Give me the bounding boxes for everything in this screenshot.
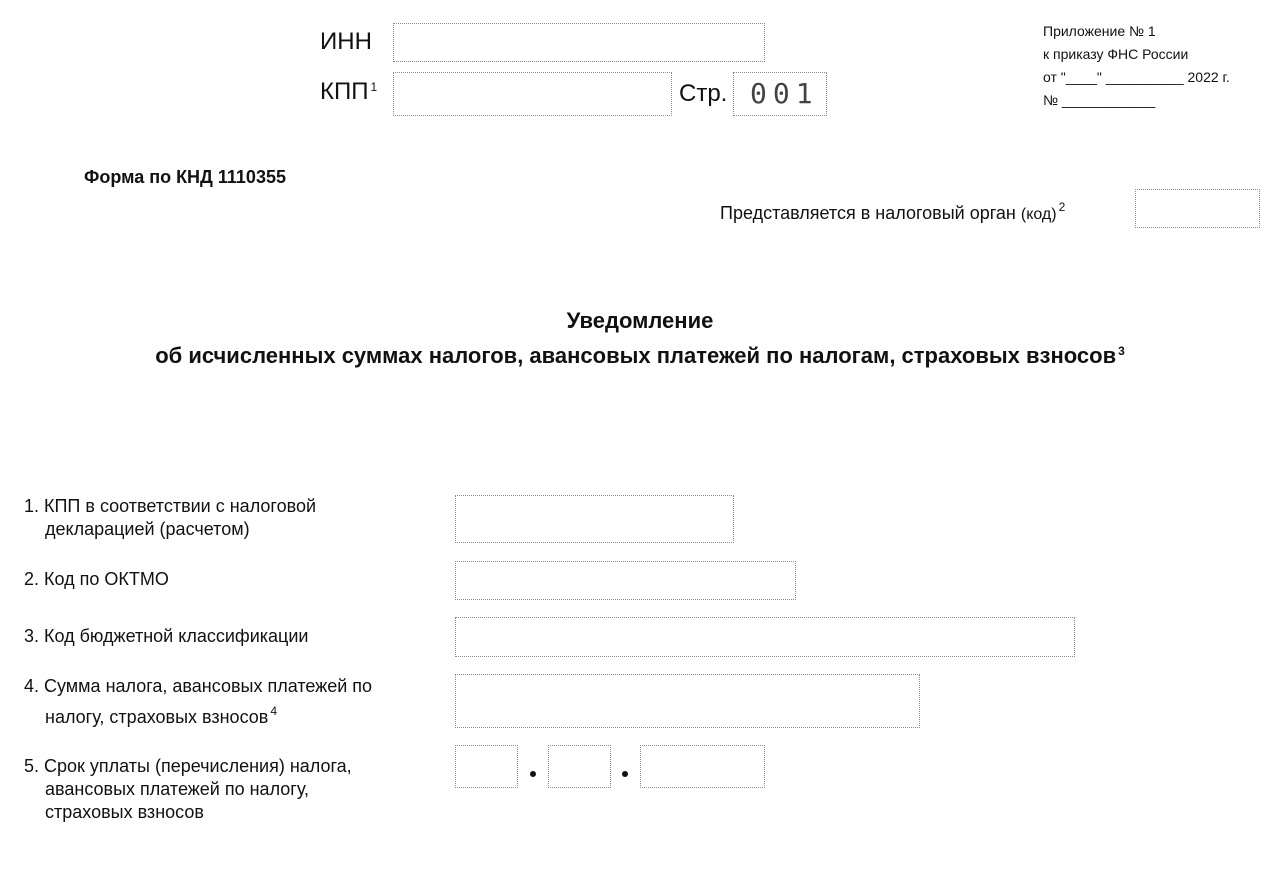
tax-authority-label xyxy=(720,200,1065,224)
kpp-input[interactable] xyxy=(393,72,672,116)
appendix-line-3: от "____" __________ 2022 г. xyxy=(1043,69,1230,85)
document-subtitle-text: об исчисленных суммах налогов, авансовых платежей по налогам, страховых взносов xyxy=(155,343,1117,368)
field-amount-label-line-1: 4. Сумма налога, авансовых платежей по xyxy=(24,676,373,696)
tax-authority-code-input[interactable] xyxy=(1135,189,1260,228)
date-separator-dot xyxy=(530,771,536,777)
appendix-block xyxy=(1043,20,1230,112)
document-subtitle xyxy=(0,343,1280,369)
appendix-line-4: № ____________ xyxy=(1043,92,1156,108)
kpp-label-text: КПП xyxy=(320,78,369,105)
tax-authority-footnote: 2 xyxy=(1058,200,1066,214)
page-number-field xyxy=(733,72,827,116)
form-code: Форма по КНД 1110355 xyxy=(84,167,286,187)
appendix-line-1: Приложение № 1 xyxy=(1043,23,1156,39)
appendix-line-2: к приказу ФНС России xyxy=(1043,46,1189,62)
document-title: Уведомление xyxy=(566,308,714,333)
field-kpp-label-line-1: 1. КПП в соответствии с налоговой xyxy=(24,496,317,516)
field-due-month-input[interactable] xyxy=(548,745,611,788)
field-oktmo-label: 2. Код по ОКТМО xyxy=(24,569,169,589)
inn-input[interactable] xyxy=(393,23,765,62)
tax-authority-text: Представляется в налоговый орган xyxy=(720,203,1016,223)
page-label: Стр. xyxy=(679,80,728,107)
field-due-date-label xyxy=(24,755,352,824)
field-amount-footnote: 4 xyxy=(270,704,278,718)
field-oktmo-input[interactable] xyxy=(455,561,796,600)
title-footnote: 3 xyxy=(1118,344,1125,358)
field-amount-label-line-2 xyxy=(24,700,372,729)
field-kbk-label: 3. Код бюджетной классификации xyxy=(24,626,309,646)
field-kpp-label xyxy=(24,495,316,541)
field-amount-label xyxy=(24,675,372,729)
tax-authority-code-label: (код) xyxy=(1020,206,1057,223)
kpp-footnote: 1 xyxy=(370,80,378,94)
field-due-year-input[interactable] xyxy=(640,745,765,788)
field-due-date-label-line-1: 5. Срок уплаты (перечисления) налога, xyxy=(24,756,352,776)
field-kpp-input[interactable] xyxy=(455,495,734,543)
field-due-date-label-line-2: авансовых платежей по налогу, xyxy=(45,779,310,799)
page-number-value: 001 xyxy=(750,77,819,110)
field-due-date-label-line-3: страховых взносов xyxy=(45,802,204,822)
field-kpp-label-line-2: декларацией (расчетом) xyxy=(45,519,250,539)
field-kbk-input[interactable] xyxy=(455,617,1075,657)
kpp-label xyxy=(320,78,377,106)
field-amount-label-line-2-text: налогу, страховых взносов xyxy=(45,707,269,727)
inn-label: ИНН xyxy=(320,28,372,55)
field-amount-input[interactable] xyxy=(455,674,920,728)
field-due-day-input[interactable] xyxy=(455,745,518,788)
date-separator-dot xyxy=(622,771,628,777)
